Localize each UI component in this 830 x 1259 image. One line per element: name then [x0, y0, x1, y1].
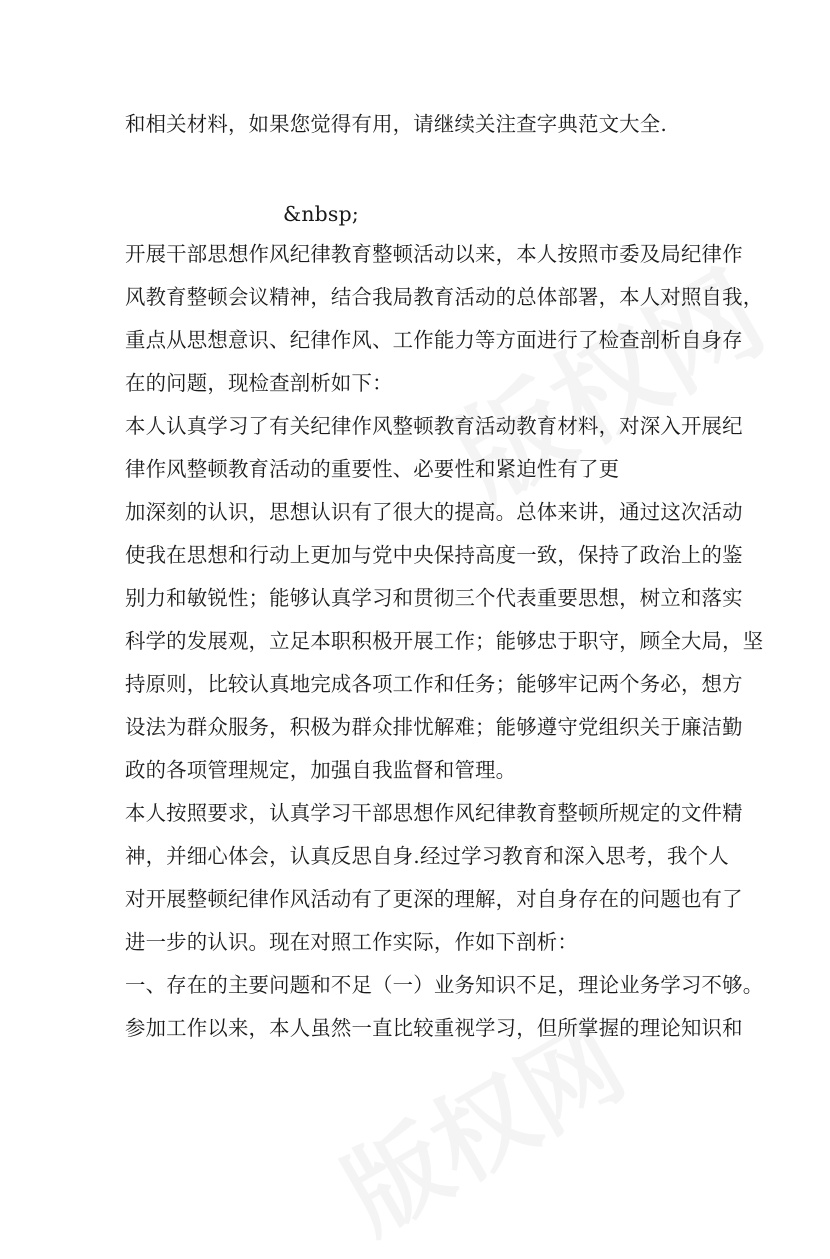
text-line: 在的问题，现检查剖析如下：: [125, 371, 393, 395]
text-line: 参加工作以来，本人虽然一直比较重视学习，但所掌握的理论知识和: [125, 1016, 743, 1040]
text-line: 政的各项管理规定，加强自我监督和管理。: [125, 758, 517, 782]
text-line: 本人认真学习了有关纪律作风整顿教育活动教育材料，对深入开展纪: [125, 414, 743, 438]
text-line: &nbsp;: [283, 202, 359, 226]
text-line: 本人按照要求，认真学习干部思想作风纪律教育整顿所规定的文件精: [125, 801, 743, 825]
text-line: 使我在思想和行动上更加与党中央保持高度一致，保持了政治上的鉴: [125, 543, 743, 567]
text-line: 科学的发展观，立足本职积极开展工作；能够忠于职守，顾全大局，坚: [125, 629, 764, 653]
text-line: 对开展整顿纪律作风活动有了更深的理解，对自身存在的问题也有了: [125, 887, 743, 911]
text-line: 开展干部思想作风纪律教育整顿活动以来，本人按照市委及局纪律作: [125, 242, 743, 266]
text-line: 一、存在的主要问题和不足（一）业务知识不足，理论业务学习不够。: [125, 973, 764, 997]
text-line: 加深刻的认识，思想认识有了很大的提高。总体来讲，通过这次活动: [125, 500, 743, 524]
text-line: 风教育整顿会议精神，结合我局教育活动的总体部署，本人对照自我，: [125, 285, 764, 309]
text-line: 持原则，比较认真地完成各项工作和任务；能够牢记两个务必，想方: [125, 672, 743, 696]
text-line: 别力和敏锐性；能够认真学习和贯彻三个代表重要思想，树立和落实: [125, 586, 743, 610]
text-line: 神，并细心体会，认真反思自身.经过学习教育和深入思考，我个人: [125, 844, 729, 868]
text-line: 进一步的认识。现在对照工作实际，作如下剖析：: [125, 930, 578, 954]
watermark: [423, 228, 788, 530]
text-line: 重点从思想意识、纪律作风、工作能力等方面进行了检查剖析自身存: [125, 328, 743, 352]
text-line: 律作风整顿教育活动的重要性、必要性和紧迫性有了更: [125, 457, 620, 481]
text-line: 设法为群众服务，积极为群众排忧解难；能够遵守党组织关于廉洁勤: [125, 715, 743, 739]
text-line: 和相关材料，如果您觉得有用，请继续关注查字典范文大全.: [125, 112, 668, 136]
